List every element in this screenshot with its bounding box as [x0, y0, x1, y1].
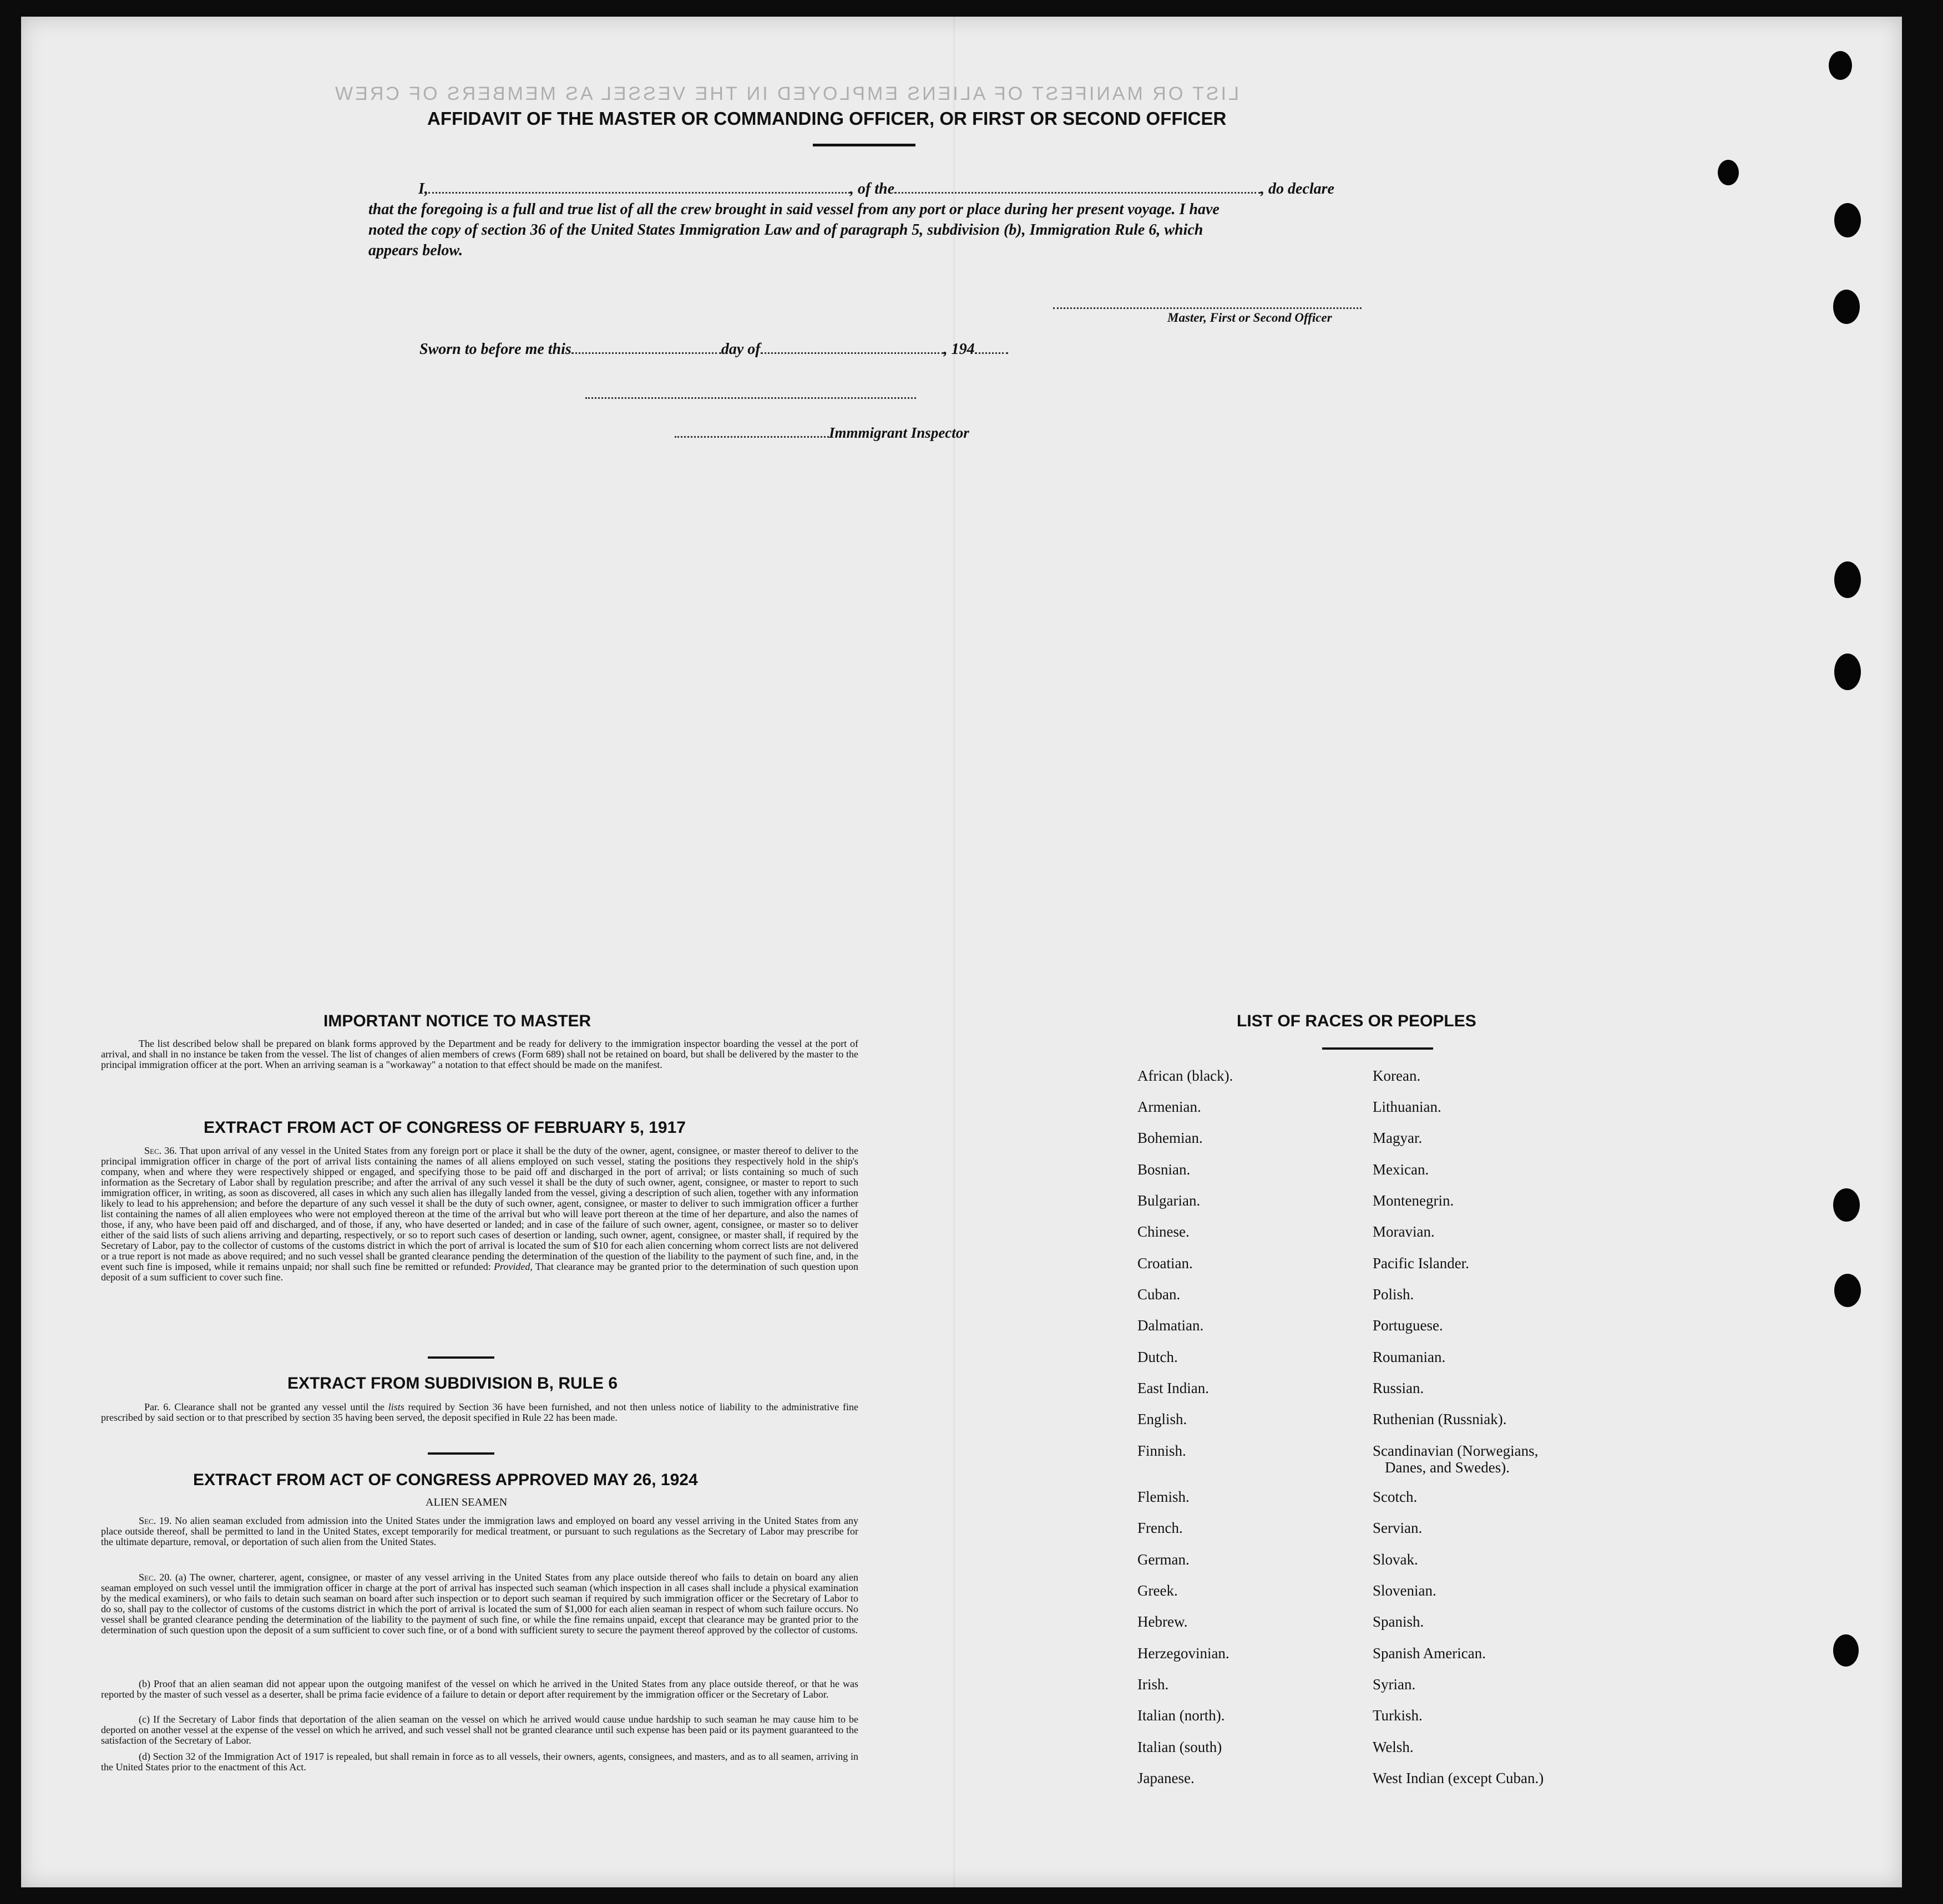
sec-20-b: (b) Proof that an alien seaman did not appear upon the outgoing manifest of the vessel on which he arrived in the United States from any place outside thereof, or that he was reported by the master of such vessel as a deserter, shall be prima facie evidence of a failure to detain or deport after requirement by the immigration officer or the Secretary of Labor. — [101, 1678, 858, 1700]
race-left-item: Finnish. — [1137, 1442, 1186, 1459]
sec-20-label: Sec. 20. — [139, 1572, 172, 1583]
race-left-item: Italian (south) — [1137, 1739, 1222, 1755]
race-right-item: Moravian. — [1373, 1223, 1435, 1240]
race-right-item: Slovak. — [1373, 1551, 1418, 1568]
race-right-item: Syrian. — [1373, 1676, 1416, 1693]
sworn-label: Sworn to before me this — [419, 341, 571, 358]
section-text: That upon arrival of any vessel in the United States from any foreign port or place it shall be the duty of the owner, agent, consignee, or master thereof to deliver to the principal immigration officer in charge of the port of arrival lists containing the names of all aliens employed on such vessel, stating the positions they respectively hold in the ship's company, when and where they were respectively shipped or engaged, and specifying those to be paid off and discharged in the port of arrival; or lists containing so much of such information as the Secretary of Labor shall by regulation prescribe; and after the arrival of any such vessel it shall be the duty of such owner, agent, consignee, or master to report to such immigration officer, in writing, as soon as discovered, all cases in which any such alien has illegally landed from the vessel, giving a description of such alien, together with any information likely to lead to his apprehension; and before the departure of any such vessel it shall be the duty of such owner, agent, consignee, or master to deliver to such immigration officer a further list containing the names of all alien employees who were not employed thereon at the time of the arrival but who will leave port thereon at the time of her departure, and also the names of those, if any, who have been paid off and discharged, and of those, if any, who have deserted or landed; and in case of the failure of such owner, agent, consignee, or master so to deliver either of the said lists of such aliens arriving and departing, respectively, or so to report such cases of desertion or landing, such owner, agent, consignee, or master shall, if required by the Secretary of Labor, pay to the collector of customs of the customs district in which the port of arrival is located the sum of $10 for each alien concerning whom correct lists are not delivered or a true report is not made as above required; and no such vessel shall be granted clearance pending the determination of the question of the liability to the payment of such fine, and, in the event such fine is imposed, while it remains unpaid; nor shall such fine be remitted or refunded: — [101, 1145, 859, 1272]
race-left-item: Dutch. — [1137, 1349, 1178, 1365]
race-right-item: Ruthenian (Russniak). — [1373, 1411, 1507, 1427]
sworn-month-field[interactable] — [761, 352, 944, 354]
year-label: , 194 — [943, 341, 975, 358]
race-right-item: Russian. — [1373, 1380, 1424, 1396]
sec-20-d: (d) Section 32 of the Immigration Act of 1917 is repealed, but shall remain in force as to all vessels, their owners, agents, consignees, and masters, and as to all seamen, arriving in the United States prior to the enactment of this Act. — [101, 1751, 858, 1773]
sec-19-label: Sec. 19. — [139, 1515, 172, 1526]
punch-hole — [1833, 1188, 1860, 1222]
race-left-item: East Indian. — [1137, 1380, 1209, 1396]
sec-19-body — [101, 1516, 858, 1547]
punch-hole — [1834, 203, 1861, 237]
race-right-item: Lithuanian. — [1373, 1098, 1441, 1115]
rule6-text: Par. 6. Clearance shall not be granted any vessel until the — [144, 1401, 385, 1412]
sworn-year-field[interactable] — [975, 352, 1008, 354]
day-of-label: day of — [721, 341, 761, 358]
notice-title: IMPORTANT NOTICE TO MASTER — [323, 1012, 591, 1030]
races-title-underline — [1322, 1047, 1433, 1050]
race-left-item: Chinese. — [1137, 1223, 1190, 1240]
race-right-item: Pacific Islander. — [1373, 1255, 1469, 1272]
race-left-item: Cuban. — [1137, 1286, 1181, 1303]
race-left-item: African (black). — [1137, 1067, 1233, 1084]
punch-hole — [1834, 654, 1861, 690]
affidavit-title: AFFIDAVIT OF THE MASTER OR COMMANDING OFFICER, OR FIRST OR SECOND OFFICER — [427, 108, 1227, 129]
race-right-item: West Indian (except Cuban.) — [1373, 1770, 1544, 1786]
inspector-line — [675, 424, 969, 442]
affidavit-of-the-label: , of the — [849, 180, 895, 198]
race-left-item: Irish. — [1137, 1676, 1169, 1693]
race-left-item: English. — [1137, 1411, 1187, 1427]
race-right-item: Montenegrin. — [1373, 1192, 1454, 1209]
race-right-item: Korean. — [1373, 1067, 1421, 1084]
punch-hole — [1834, 561, 1861, 598]
race-left-item: Bosnian. — [1137, 1161, 1191, 1178]
race-left-item: Japanese. — [1137, 1770, 1195, 1786]
extract-1917-title: EXTRACT FROM ACT OF CONGRESS OF FEBRUARY 5, 1917 — [204, 1118, 686, 1137]
punch-hole — [1829, 51, 1852, 80]
title-underline — [813, 144, 915, 146]
affidavit-declare-label: , do declare — [1261, 180, 1334, 198]
provided-label: Provided, — [494, 1261, 533, 1272]
race-right-item: Spanish American. — [1373, 1645, 1486, 1662]
sec-20-c: (c) If the Secretary of Labor finds that deportation of the alien seaman on the vessel on which he arrived would cause undue hardship to such seaman he may cause him to be deported on another vessel at the expense of the vessel on which he arrived, and such vessel shall not be granted clearance until such expense has been paid or its payment guaranteed to the satisfaction of the Secretary of Labor. — [101, 1714, 858, 1746]
race-left-item: Hebrew. — [1137, 1613, 1188, 1630]
sworn-line — [419, 341, 1008, 358]
races-title: LIST OF RACES OR PEOPLES — [1237, 1012, 1476, 1030]
sec-20-text: (a) The owner, charterer, agent, consignee, or master of any vessel arriving in the United States from any place outside thereof who fails to detain on board any alien seaman employed on such vessel until the immigration officer in charge at the port of arrival has inspected such seaman (which inspection in all cases shall include a physical examination by the medical examiners), or who fails to detain such seaman on board after such inspection or to deport such seaman if required by such immigration officer or the Secretary of Labor to do so, shall pay to the collector of customs of the customs district in which the port of arrival is located the sum of $1,000 for each alien seaman in respect of whom such failure occurs. No vessel shall be granted clearance pending the determination of the liability to the payment of such fine, or while the fine remains unpaid, except that clearance may be granted prior to the determination of such question upon the deposit of a sum sufficient to cover such fine, or of a bond with sufficient surety to secure the payment thereof approved by the collector of customs. — [101, 1572, 859, 1635]
race-right-item: Turkish. — [1373, 1707, 1423, 1724]
race-left-item: Croatian. — [1137, 1255, 1193, 1272]
race-right-item: Polish. — [1373, 1286, 1414, 1303]
rule6-text-end: required by Section 36 have been furnished, and not then unless notice of liability to the administrative fine prescribed by said section or to that prescribed by section 35 having been served, the deposit specified in Rule 22 has been made. — [101, 1401, 858, 1423]
master-signature-caption: Master, First or Second Officer — [1167, 311, 1332, 325]
race-right-item: Danes, and Swedes). — [1385, 1459, 1510, 1476]
punch-hole — [1833, 290, 1860, 324]
affidavit-declaration — [368, 179, 1365, 261]
race-left-item: German. — [1137, 1551, 1190, 1568]
section-text-end: That clearance may be granted prior to the determination of such question upon deposit of a sum sufficient to cover such fine. — [101, 1261, 858, 1283]
lists-label: lists — [388, 1401, 404, 1412]
vessel-name-field[interactable] — [894, 192, 1261, 194]
bleed-through-header: LIST OR MANIFEST OF ALIENS EMPLOYED IN THE VESSEL AS MEMBERS OF CREW — [333, 83, 1239, 104]
race-right-item: Scotch. — [1373, 1488, 1418, 1505]
race-right-item: Servian. — [1373, 1520, 1423, 1536]
race-left-item: Flemish. — [1137, 1488, 1190, 1505]
race-right-item: Mexican. — [1373, 1161, 1429, 1178]
race-left-item: Armenian. — [1137, 1098, 1201, 1115]
master-signature-field[interactable] — [1053, 307, 1362, 309]
race-right-item: Welsh. — [1373, 1739, 1414, 1755]
race-right-item: Scandinavian (Norwegians, — [1373, 1442, 1539, 1459]
inspector-caption: Immmigrant Inspector — [829, 424, 969, 441]
race-left-item: Italian (north). — [1137, 1707, 1225, 1724]
race-right-item: Roumanian. — [1373, 1349, 1446, 1365]
punch-hole — [1833, 1634, 1859, 1667]
inspector-signature-field[interactable] — [585, 397, 916, 399]
extract-1924-title: EXTRACT FROM ACT OF CONGRESS APPROVED MAY 26, 1924 — [193, 1471, 698, 1489]
race-left-item: Dalmatian. — [1137, 1317, 1204, 1334]
race-left-item: French. — [1137, 1520, 1183, 1536]
race-right-item: Spanish. — [1373, 1613, 1424, 1630]
section-label: Sec. 36. — [144, 1145, 177, 1156]
extract-rule6-title: EXTRACT FROM SUBDIVISION B, RULE 6 — [287, 1374, 618, 1392]
extract-rule6-body — [101, 1402, 858, 1423]
sec-19-text: No alien seaman excluded from admission into the United States under the immigration laws and employed on board any vessel arriving in the United States from any place outside thereof, shall be permitted to land in the United States, except temporarily for medical treatment, or pursuant to such regulations as the Secretary of Labor may prescribe for the ultimate departure, removal, or deportation of such alien from the United States. — [101, 1515, 859, 1547]
race-right-item: Portuguese. — [1373, 1317, 1443, 1334]
sworn-day-field[interactable] — [571, 352, 721, 354]
declaration-line: appears below. — [368, 242, 463, 259]
race-left-item: Greek. — [1137, 1582, 1178, 1599]
race-left-item: Bulgarian. — [1137, 1192, 1201, 1209]
race-right-item: Magyar. — [1373, 1130, 1423, 1146]
section-divider — [428, 1452, 494, 1455]
inspector-name-field[interactable] — [675, 436, 829, 438]
alien-seamen-subtitle: ALIEN SEAMEN — [426, 1496, 508, 1508]
declaration-line: that the foregoing is a full and true list of all the crew brought in said vessel from any port or place during her present voyage. I have — [368, 201, 1220, 218]
declaration-line: noted the copy of section 36 of the United States Immigration Law and of paragraph 5, subdivision (b), Immigration Rule 6, which — [368, 221, 1203, 239]
officer-name-field[interactable] — [428, 192, 850, 194]
race-left-item: Bohemian. — [1137, 1130, 1203, 1146]
affidavit-i-label: I, — [418, 180, 428, 198]
punch-hole — [1718, 160, 1739, 185]
race-left-item: Herzegovinian. — [1137, 1645, 1229, 1662]
sec-20-body — [101, 1572, 858, 1635]
notice-body: The list described below shall be prepared on blank forms approved by the Department and be ready for delivery to the immigration inspector boarding the vessel at the port of arrival, and shall in no instance be taken from the vessel. The list of changes of alien members of crews (Form 689) shall not be retained on board, but shall be delivered by the master to the principal immigration officer at the port. When an arriving seaman is a "workaway" a notation to that effect should be made on the manifest. — [101, 1038, 858, 1070]
race-right-item: Slovenian. — [1373, 1582, 1436, 1599]
section-divider — [428, 1356, 494, 1359]
punch-hole — [1834, 1274, 1861, 1307]
extract-1917-body — [101, 1146, 858, 1283]
